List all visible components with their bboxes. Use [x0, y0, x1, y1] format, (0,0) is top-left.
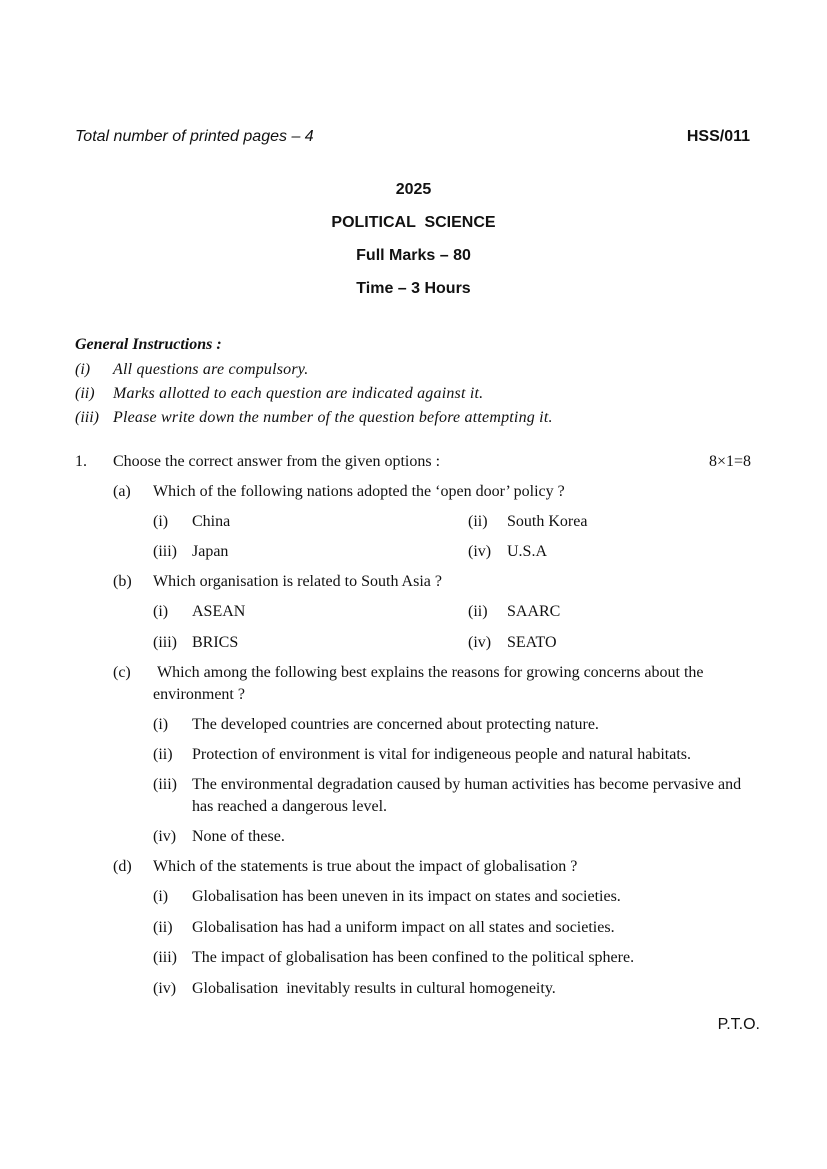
option-text: The environmental degradation caused by human activities has become pervasive and has reached a dangerous level. [192, 776, 742, 815]
paper-code: HSS/011 [686, 128, 750, 145]
option-text: Globalisation has been uneven in its impact on states and societies. [192, 888, 621, 905]
option-text: Japan [192, 543, 229, 560]
full-marks: Full Marks – 80 [356, 247, 471, 264]
part-label: (b) [113, 573, 132, 590]
instruction-text: All questions are compulsory. [113, 361, 309, 378]
printed-pages-note: Total number of printed pages – 4 [75, 128, 314, 145]
exam-year: 2025 [395, 181, 432, 198]
question-text: Choose the correct answer from the given options : [113, 453, 441, 470]
part-text: Which of the following nations adopted the ‘open door’ policy ? [153, 483, 565, 500]
option-number: (i) [153, 603, 169, 620]
option-number: (i) [153, 513, 169, 530]
option-number: (iii) [153, 776, 177, 793]
option-text: Protection of environment is vital for indigeneous people and natural habitats. [192, 746, 691, 763]
part-label: (d) [113, 858, 132, 875]
option-text: ASEAN [192, 603, 246, 620]
option-text: Globalisation inevitably results in cultural homogeneity. [192, 980, 556, 997]
option-number: (iv) [468, 543, 492, 560]
part-text: Which organisation is related to South Asia ? [153, 573, 442, 590]
option-text: The impact of globalisation has been confined to the political sphere. [192, 949, 635, 966]
instructions-heading: General Instructions : [75, 336, 222, 353]
option-text: BRICS [192, 634, 239, 651]
subject-title: POLITICAL SCIENCE [331, 214, 496, 231]
question-marks: 8×1=8 [708, 453, 751, 470]
part-label: (a) [113, 483, 131, 500]
option-number: (ii) [153, 746, 173, 763]
part-text: Which of the statements is true about the impact of globalisation ? [153, 858, 578, 875]
option-number: (i) [153, 716, 169, 733]
option-text: None of these. [192, 828, 285, 845]
option-number: (iv) [468, 634, 492, 651]
option-text: The developed countries are concerned about protecting nature. [192, 716, 599, 733]
option-number: (ii) [468, 513, 488, 530]
option-number: (iv) [153, 980, 177, 997]
time-allowed: Time – 3 Hours [356, 280, 471, 297]
question-number: 1. [75, 453, 87, 470]
option-text: SEATO [507, 634, 557, 651]
option-number: (ii) [153, 919, 173, 936]
option-number: (i) [153, 888, 169, 905]
part-text: Which among the following best explains the reasons for growing concerns about the environment ? [153, 664, 704, 703]
option-number: (ii) [468, 603, 488, 620]
part-label: (c) [113, 664, 131, 681]
option-text: South Korea [507, 513, 588, 530]
instruction-number: (i) [75, 361, 91, 378]
instruction-text: Marks allotted to each question are indicated against it. [113, 385, 484, 402]
instruction-number: (iii) [75, 409, 99, 426]
option-text: Globalisation has had a uniform impact on all states and societies. [192, 919, 615, 936]
instruction-text: Please write down the number of the question before attempting it. [113, 409, 553, 426]
instruction-number: (ii) [75, 385, 95, 402]
option-text: U.S.A [507, 543, 548, 560]
pto-note: P.T.O. [717, 1016, 760, 1033]
option-number: (iii) [153, 949, 177, 966]
option-text: SAARC [507, 603, 561, 620]
option-text: China [192, 513, 231, 530]
option-number: (iii) [153, 543, 177, 560]
option-number: (iv) [153, 828, 177, 845]
option-number: (iii) [153, 634, 177, 651]
